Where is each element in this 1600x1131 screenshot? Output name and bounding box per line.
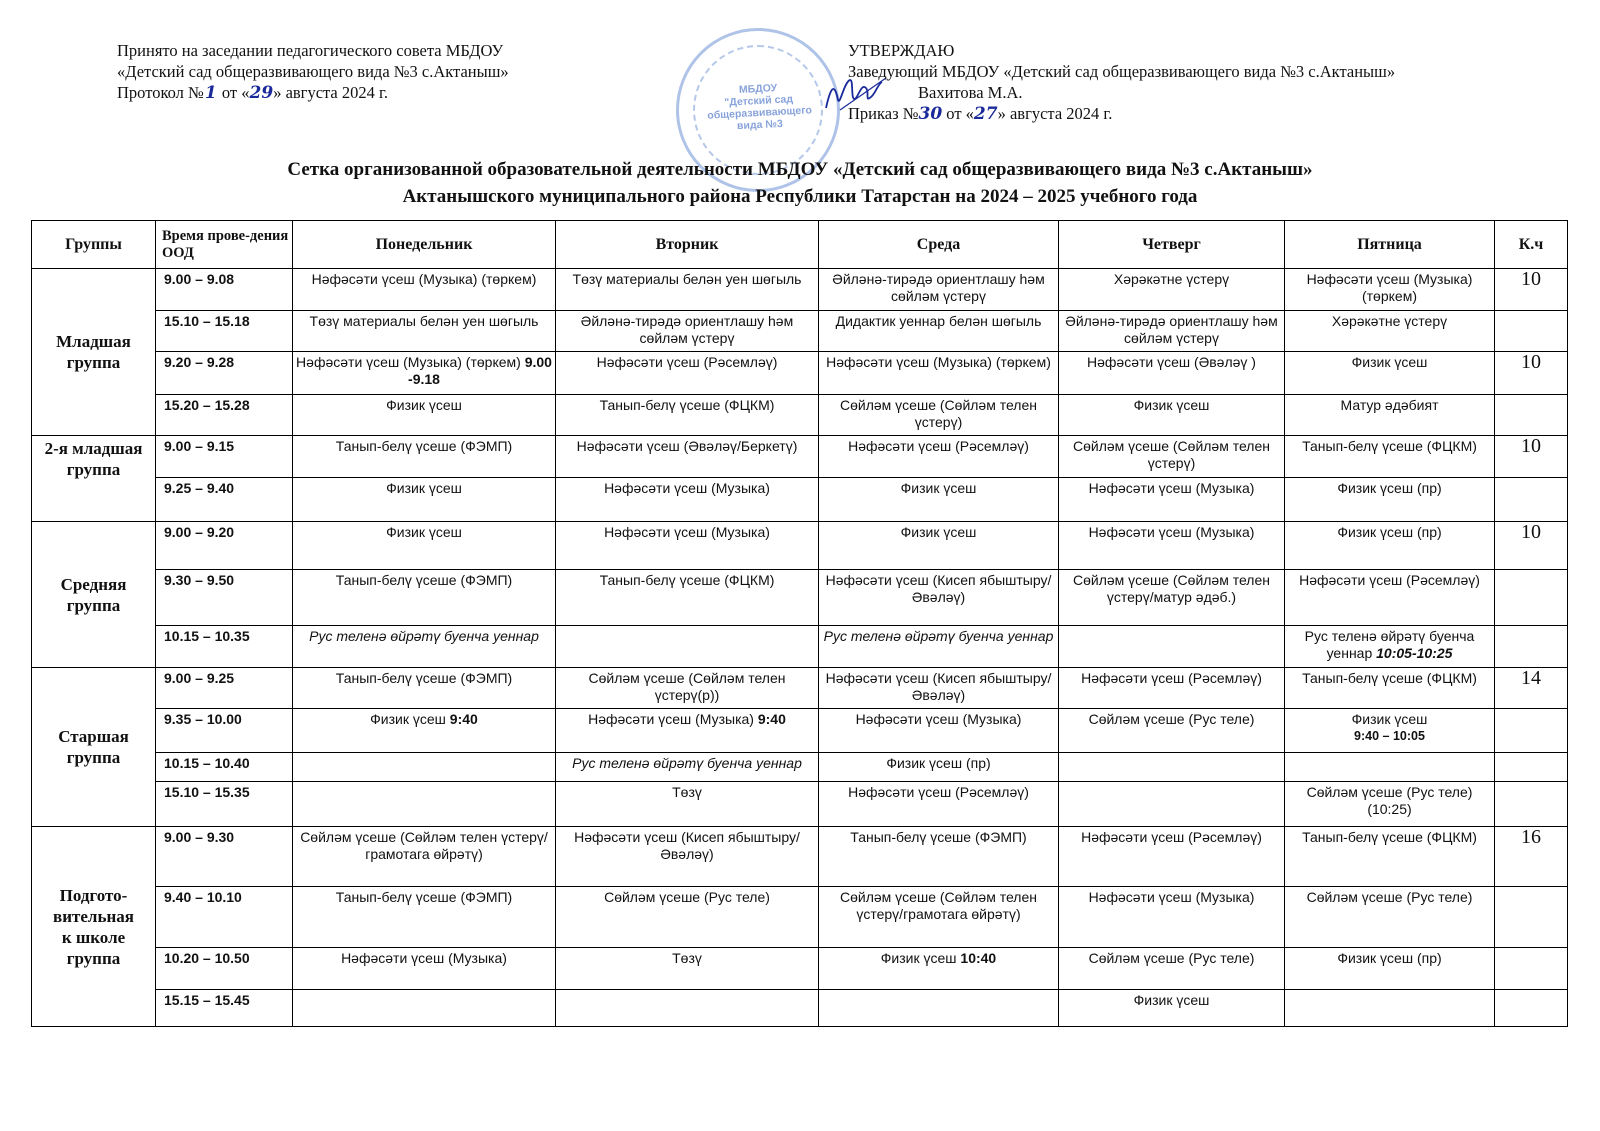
table-row: [32, 626, 1568, 668]
time-cell: 10.15 – 10.35: [156, 626, 293, 668]
header-wednesday: Среда: [819, 221, 1059, 269]
group-junior: Младшая группа: [32, 269, 156, 436]
count-cell-empty: [1495, 782, 1568, 827]
time-cell: 15.10 – 15.18: [156, 311, 293, 352]
document-title-line-1: Сетка организованной образовательной деятельности МБДОУ «Детский сад общеразвивающего вида №3 с.Актаныш»: [287, 159, 1313, 180]
cell-monday: [293, 990, 556, 1027]
cell-thursday: Физик үсеш: [1059, 990, 1285, 1027]
cell-friday: Танып-белү үсеше (ФЦКМ): [1285, 668, 1495, 709]
count-cell: 14: [1495, 668, 1568, 709]
time-cell: 9.00 – 9.30: [156, 827, 293, 887]
cell-thursday: Әйләнә-тирәдә ориентлашу һәм сөйләм үстерү: [1059, 311, 1285, 352]
cell-wednesday: [819, 990, 1059, 1027]
cell-wednesday: Нәфәсәти үсеш (Рәсемләү): [819, 436, 1059, 478]
council-line-2: «Детский сад общеразвивающего вида №3 с.Актаныш»: [117, 62, 509, 81]
time-cell: 9.35 – 10.00: [156, 709, 293, 753]
count-cell-empty: [1495, 990, 1568, 1027]
cell-thursday: Сөйләм үсеше (Сөйләм телен үстерү): [1059, 436, 1285, 478]
table-row: [32, 990, 1568, 1027]
cell-tuesday: Нәфәсәти үсеш (Рәсемләү): [556, 352, 819, 395]
cell-monday: Танып-белү үсеше (ФЭМП): [293, 436, 556, 478]
count-cell-empty: [1495, 478, 1568, 522]
table-row: [32, 352, 1568, 395]
order-line: [848, 103, 1395, 125]
cell-wednesday: Рус теленә өйрәтү буенча уеннар: [819, 626, 1059, 668]
count-cell: 10: [1495, 522, 1568, 570]
order-suffix: » августа 2024 г.: [997, 104, 1113, 123]
time-cell: 9.00 – 9.20: [156, 522, 293, 570]
table-header-row: [32, 221, 1568, 269]
cell-wednesday: Дидактик уеннар белән шөгыль: [819, 311, 1059, 352]
cell-tuesday: Нәфәсәти үсеш (Әвәләү/Беркетү): [556, 436, 819, 478]
cell-wednesday: Физик үсеш: [819, 478, 1059, 522]
cell-tuesday: Сөйләм үсеше (Сөйләм телен үстерү(р)): [556, 668, 819, 709]
cell-note: 9:40 – 10:05: [1354, 729, 1425, 743]
cell-note: 10:40: [960, 950, 997, 966]
cell-monday: Физик үсеш: [293, 395, 556, 436]
count-cell-empty: [1495, 753, 1568, 782]
count-cell: 10: [1495, 269, 1568, 311]
protocol-mid: от «: [217, 83, 250, 102]
order-prefix: Приказ №: [848, 104, 919, 123]
order-mid: от «: [942, 104, 974, 123]
cell-friday: [1285, 990, 1495, 1027]
cell-wednesday: Нәфәсәти үсеш (Рәсемләү): [819, 782, 1059, 827]
count-cell-empty: [1495, 948, 1568, 990]
order-number-handwritten: 30: [918, 104, 943, 124]
cell-text: Физик үсеш: [880, 950, 957, 966]
cell-wednesday: Физик үсеш (пр): [819, 753, 1059, 782]
cell-monday: [293, 709, 556, 753]
count-cell-empty: [1495, 570, 1568, 626]
cell-friday: Хәрәкәтне үстерү: [1285, 311, 1495, 352]
schedule-table: [31, 220, 1568, 1027]
table-row: [32, 668, 1568, 709]
cell-thursday: Сөйләм үсеше (Рус теле): [1059, 709, 1285, 753]
approve-heading: УТВЕРЖДАЮ: [848, 41, 955, 60]
cell-tuesday: Танып-белү үсеше (ФЦКМ): [556, 570, 819, 626]
cell-friday: [1285, 753, 1495, 782]
group-name-part: вительная: [53, 906, 134, 926]
time-cell: 10.15 – 10.40: [156, 753, 293, 782]
cell-friday: Физик үсеш (пр): [1285, 948, 1495, 990]
stamp-text-4: вида №3: [736, 117, 784, 133]
cell-friday: Сөйләм үсеше (Рус теле): [1285, 887, 1495, 948]
cell-thursday: Сөйләм үсеше (Рус теле): [1059, 948, 1285, 990]
header-tuesday: Вторник: [556, 221, 819, 269]
time-cell: 15.10 – 15.35: [156, 782, 293, 827]
cell-monday: Танып-белү үсеше (ФЭМП): [293, 570, 556, 626]
cell-monday: Нәфәсәти үсеш (Музыка) (төркем): [293, 269, 556, 311]
director-name-line: [848, 82, 1395, 103]
table-row: [32, 709, 1568, 753]
cell-tuesday: Төзү материалы белән уен шөгыль: [556, 269, 819, 311]
cell-friday: Нәфәсәти үсеш (Рәсемләү): [1285, 570, 1495, 626]
count-cell-empty: [1495, 709, 1568, 753]
count-cell: 10: [1495, 352, 1568, 395]
protocol-number-handwritten: 1: [204, 83, 217, 103]
cell-monday: Танып-белү үсеше (ФЭМП): [293, 887, 556, 948]
cell-wednesday: Әйләнә-тирәдә ориентлашу һәм сөйләм үстерү: [819, 269, 1059, 311]
cell-thursday: Нәфәсәти үсеш (Әвәләү ): [1059, 352, 1285, 395]
cell-text: Физик үсеш: [370, 711, 446, 727]
table-row: [32, 522, 1568, 570]
table-row: [32, 948, 1568, 990]
cell-note: 9:40: [449, 711, 478, 727]
cell-thursday: Нәфәсәти үсеш (Рәсемләү): [1059, 827, 1285, 887]
header-monday: Понедельник: [293, 221, 556, 269]
cell-tuesday: Нәфәсәти үсеш (Музыка): [556, 478, 819, 522]
cell-thursday: Нәфәсәти үсеш (Музыка): [1059, 522, 1285, 570]
table-row: [32, 753, 1568, 782]
cell-tuesday: [556, 709, 819, 753]
cell-wednesday: Нәфәсәти үсеш (Кисеп ябыштыру/Әвәләү): [819, 668, 1059, 709]
cell-monday: Төзү материалы белән уен шөгыль: [293, 311, 556, 352]
group-name-part: к школе: [61, 927, 126, 947]
group-name-part: группа: [66, 948, 121, 968]
group-name-part: Подгото-: [59, 885, 128, 905]
table-row: [32, 887, 1568, 948]
order-day-handwritten: 27: [973, 104, 998, 124]
table-row: [32, 478, 1568, 522]
cell-friday: [1285, 709, 1495, 753]
cell-tuesday: Рус теленә өйрәтү буенча уеннар: [556, 753, 819, 782]
cell-wednesday: Сөйләм үсеше (Сөйләм телен үстерү/грамотага өйрәтү): [819, 887, 1059, 948]
cell-thursday: Физик үсеш: [1059, 395, 1285, 436]
table-row: [32, 436, 1568, 478]
group-senior: Старшая группа: [32, 668, 156, 827]
cell-wednesday: Нәфәсәти үсеш (Музыка): [819, 709, 1059, 753]
cell-monday: Нәфәсәти үсеш (Музыка): [293, 948, 556, 990]
cell-monday: Рус теленә өйрәтү буенча уеннар: [293, 626, 556, 668]
cell-text: Нәфәсәти үсеш (Музыка): [588, 711, 754, 727]
cell-friday: Физик үсеш: [1285, 352, 1495, 395]
cell-tuesday: Нәфәсәти үсеш (Музыка): [556, 522, 819, 570]
time-cell: 9.00 – 9.15: [156, 436, 293, 478]
count-cell-empty: [1495, 626, 1568, 668]
stamp-text-1: МБДОУ: [738, 82, 778, 97]
group-preparatory: [32, 827, 156, 1027]
cell-note: 9.00 -9.18: [408, 354, 552, 387]
group-second-junior: 2-я младшая группа: [32, 436, 156, 522]
cell-tuesday: Нәфәсәти үсеш (Кисеп ябыштыру/ Әвәләү): [556, 827, 819, 887]
cell-monday: Физик үсеш: [293, 522, 556, 570]
cell-thursday: Нәфәсәти үсеш (Рәсемләү): [1059, 668, 1285, 709]
time-cell: 9.00 – 9.25: [156, 668, 293, 709]
table-row: [32, 827, 1568, 887]
table-row: [32, 782, 1568, 827]
document-title-line-2: Актанышского муниципального района Республики Татарстан на 2024 – 2025 учебного года: [402, 186, 1198, 207]
count-cell-empty: [1495, 395, 1568, 436]
cell-monday: [293, 753, 556, 782]
table-row: [32, 311, 1568, 352]
cell-tuesday: Төзү: [556, 782, 819, 827]
time-cell: 9.30 – 9.50: [156, 570, 293, 626]
time-cell: 9.25 – 9.40: [156, 478, 293, 522]
cell-wednesday: [819, 948, 1059, 990]
cell-friday: Физик үсеш (пр): [1285, 522, 1495, 570]
cell-tuesday: [556, 990, 819, 1027]
protocol-prefix: Протокол №: [117, 83, 204, 102]
group-middle: Средняя группа: [32, 522, 156, 668]
approval-director-block: [848, 40, 1395, 125]
cell-note: 10:05-10:25: [1376, 645, 1453, 661]
time-cell: 9.40 – 10.10: [156, 887, 293, 948]
count-cell-empty: [1495, 887, 1568, 948]
header-thursday: Четверг: [1059, 221, 1285, 269]
cell-text: Нәфәсәти үсеш (Музыка) (төркем): [296, 354, 521, 370]
cell-tuesday: Танып-белү үсеше (ФЦКМ): [556, 395, 819, 436]
director-name: Вахитова М.А.: [918, 83, 1023, 102]
cell-friday: Танып-белү үсеше (ФЦКМ): [1285, 436, 1495, 478]
cell-monday: Физик үсеш: [293, 478, 556, 522]
header-friday: Пятница: [1285, 221, 1495, 269]
cell-tuesday: Төзү: [556, 948, 819, 990]
cell-thursday: Нәфәсәти үсеш (Музыка): [1059, 887, 1285, 948]
cell-note: 9:40: [757, 711, 786, 727]
cell-wednesday: Сөйләм үсеше (Сөйләм телен үстерү): [819, 395, 1059, 436]
cell-thursday: [1059, 626, 1285, 668]
table-row: [32, 395, 1568, 436]
protocol-day-handwritten: 29: [249, 83, 274, 103]
cell-friday: [1285, 626, 1495, 668]
stamp-text-2: "Детский сад: [724, 93, 794, 109]
council-line-1: Принято на заседании педагогического совета МБДОУ: [117, 41, 504, 60]
stamp-text-3: общеразвивающего: [707, 104, 813, 122]
table-row: [32, 570, 1568, 626]
time-cell: 9.20 – 9.28: [156, 352, 293, 395]
cell-wednesday: Нәфәсәти үсеш (Кисеп ябыштыру/Әвәләү): [819, 570, 1059, 626]
director-position: Заведующий МБДОУ «Детский сад общеразвивающего вида №3 с.Актаныш»: [848, 62, 1396, 81]
cell-friday: Матур әдәбият: [1285, 395, 1495, 436]
cell-friday: Физик үсеш (пр): [1285, 478, 1495, 522]
cell-thursday: Нәфәсәти үсеш (Музыка): [1059, 478, 1285, 522]
cell-wednesday: Танып-белү үсеше (ФЭМП): [819, 827, 1059, 887]
cell-thursday: Хәрәкәтне үстерү: [1059, 269, 1285, 311]
protocol-line: [117, 82, 509, 104]
header-time: Время прове-дения ООД: [156, 221, 293, 269]
approval-council-block: [117, 40, 509, 104]
header-groups: Группы: [32, 221, 156, 269]
time-cell: 10.20 – 10.50: [156, 948, 293, 990]
time-cell: 9.00 – 9.08: [156, 269, 293, 311]
time-cell: 15.20 – 15.28: [156, 395, 293, 436]
cell-monday: [293, 352, 556, 395]
count-cell: 16: [1495, 827, 1568, 887]
cell-tuesday: [556, 626, 819, 668]
header-count: К.ч: [1495, 221, 1568, 269]
cell-wednesday: Нәфәсәти үсеш (Музыка) (төркем): [819, 352, 1059, 395]
protocol-suffix: » августа 2024 г.: [273, 83, 389, 102]
cell-tuesday: Әйләнә-тирәдә ориентлашу һәм сөйләм үстерү: [556, 311, 819, 352]
time-cell: 15.15 – 15.45: [156, 990, 293, 1027]
cell-thursday: Сөйләм үсеше (Сөйләм телен үстерү/матур әдәб.): [1059, 570, 1285, 626]
cell-friday: Танып-белү үсеше (ФЦКМ): [1285, 827, 1495, 887]
cell-wednesday: Физик үсеш: [819, 522, 1059, 570]
table-row: [32, 269, 1568, 311]
cell-text: Физик үсеш: [1351, 711, 1428, 727]
cell-monday: Сөйләм үсеше (Сөйләм телен үстерү/грамотага өйрәтү): [293, 827, 556, 887]
count-cell: 10: [1495, 436, 1568, 478]
cell-thursday: [1059, 782, 1285, 827]
count-cell-empty: [1495, 311, 1568, 352]
cell-friday: Нәфәсәти үсеш (Музыка) (төркем): [1285, 269, 1495, 311]
cell-monday: Танып-белү үсеше (ФЭМП): [293, 668, 556, 709]
cell-text: Рус теленә өйрәтү буенча уеннар: [1304, 628, 1475, 661]
cell-monday: [293, 782, 556, 827]
cell-friday: Сөйләм үсеше (Рус теле) (10:25): [1285, 782, 1495, 827]
cell-tuesday: Сөйләм үсеше (Рус теле): [556, 887, 819, 948]
cell-thursday: [1059, 753, 1285, 782]
